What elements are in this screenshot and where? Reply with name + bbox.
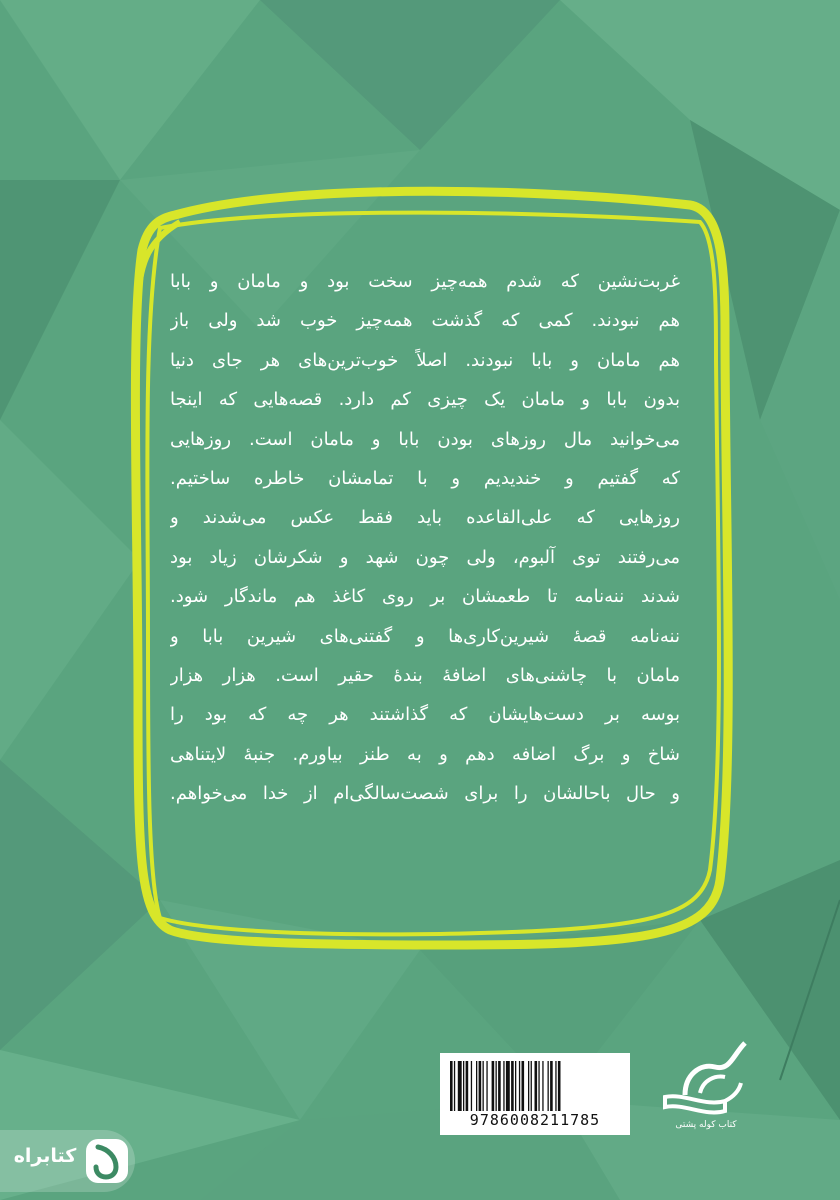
blurb-line: شدند ننه‌نامه تا طعمشان بر روی کاغذ هم ماندگار شود.	[170, 586, 680, 608]
ketabrah-logo-icon	[86, 1139, 128, 1183]
barcode-bar	[450, 1061, 453, 1111]
barcode-bar	[535, 1061, 538, 1111]
blurb-line: غربت‌نشین که شدم همه‌چیز سخت بود و مامان و بابا	[170, 271, 680, 292]
ketabrah-badge[interactable]	[0, 1130, 135, 1192]
barcode-bar	[511, 1061, 514, 1111]
blurb-line: می‌رفتند توی آلبوم، ولی چون شهد و شکرشان زیاد بود	[170, 546, 680, 568]
blurb-line: بدون بابا و مامان یک چیزی کم دارد. قصه‌هایی که اینجا	[170, 389, 680, 411]
isbn-barcode	[440, 1053, 630, 1135]
barcode-bar	[486, 1061, 487, 1111]
blurb-line: که گفتیم و خندیدیم و با تمامشان خاطره ساختیم.	[170, 468, 680, 490]
barcode-bar	[463, 1061, 464, 1111]
publisher-name: کتاب کوله پشتی	[675, 1120, 737, 1130]
barcode-bar	[483, 1061, 484, 1111]
barcode-bar	[471, 1061, 472, 1111]
barcode-bar	[538, 1061, 539, 1111]
barcode-bar	[555, 1061, 556, 1111]
blurb-line: ننه‌نامه قصهٔ شیرین‌کاری‌ها و گفتنی‌های شیرین بابا و	[170, 625, 680, 647]
barcode-bar	[479, 1061, 482, 1111]
blurb-line: می‌خوانید مال روزهای بودن بابا و مامان است. روزهایی	[170, 428, 680, 450]
book-logo-icon	[655, 1035, 755, 1125]
barcode-bar	[498, 1061, 501, 1111]
barcode-bar	[492, 1061, 495, 1111]
blurb-line: هم نبودند. کمی که گذشت همه‌چیز خوب شد ولی باز	[170, 310, 680, 332]
barcode-bar	[454, 1061, 455, 1111]
badge-label: کتابراه	[13, 1145, 77, 1167]
blurb-line: و حال باحالشان را برای شصت‌سالگی‌ام از خدا می‌خواهم.	[170, 783, 680, 805]
isbn-number: 9786008211785	[469, 1111, 601, 1129]
barcode-bar	[515, 1061, 516, 1111]
barcode-bar	[503, 1061, 504, 1111]
barcode-bar	[496, 1061, 497, 1111]
barcode-bar	[506, 1061, 510, 1111]
barcode-bar	[548, 1061, 549, 1111]
barcode-bar	[519, 1061, 520, 1111]
barcode-bar	[528, 1061, 529, 1111]
blurb-line: مامان با چاشنی‌های اضافهٔ بندهٔ حقیر است. هزار هزار	[170, 665, 680, 687]
blurb-line: هم مامان و بابا نبودند. اصلاً خوب‌ترین‌های هر جای دنیا	[170, 349, 680, 371]
barcode-bar	[466, 1061, 469, 1111]
barcode-bar	[558, 1061, 561, 1111]
blurb-line: روزهایی که علی‌القاعده باید فقط عکس می‌شدند و	[170, 507, 680, 529]
barcode-bar	[542, 1061, 543, 1111]
barcode-bar	[458, 1061, 462, 1111]
back-cover-blurb	[170, 262, 680, 814]
barcode-bar	[522, 1061, 525, 1111]
barcode-bar	[531, 1061, 532, 1111]
barcode-bar	[476, 1061, 477, 1111]
barcode-bar	[550, 1061, 553, 1111]
blurb-line: شاخ و برگ اضافه دهم و به طنز بیاورم. جنبهٔ لایتناهی	[170, 743, 680, 765]
blurb-line: بوسه بر دست‌هایشان که گذاشتند هر چه که بود را	[170, 704, 680, 726]
barcode-bars	[448, 1061, 622, 1111]
